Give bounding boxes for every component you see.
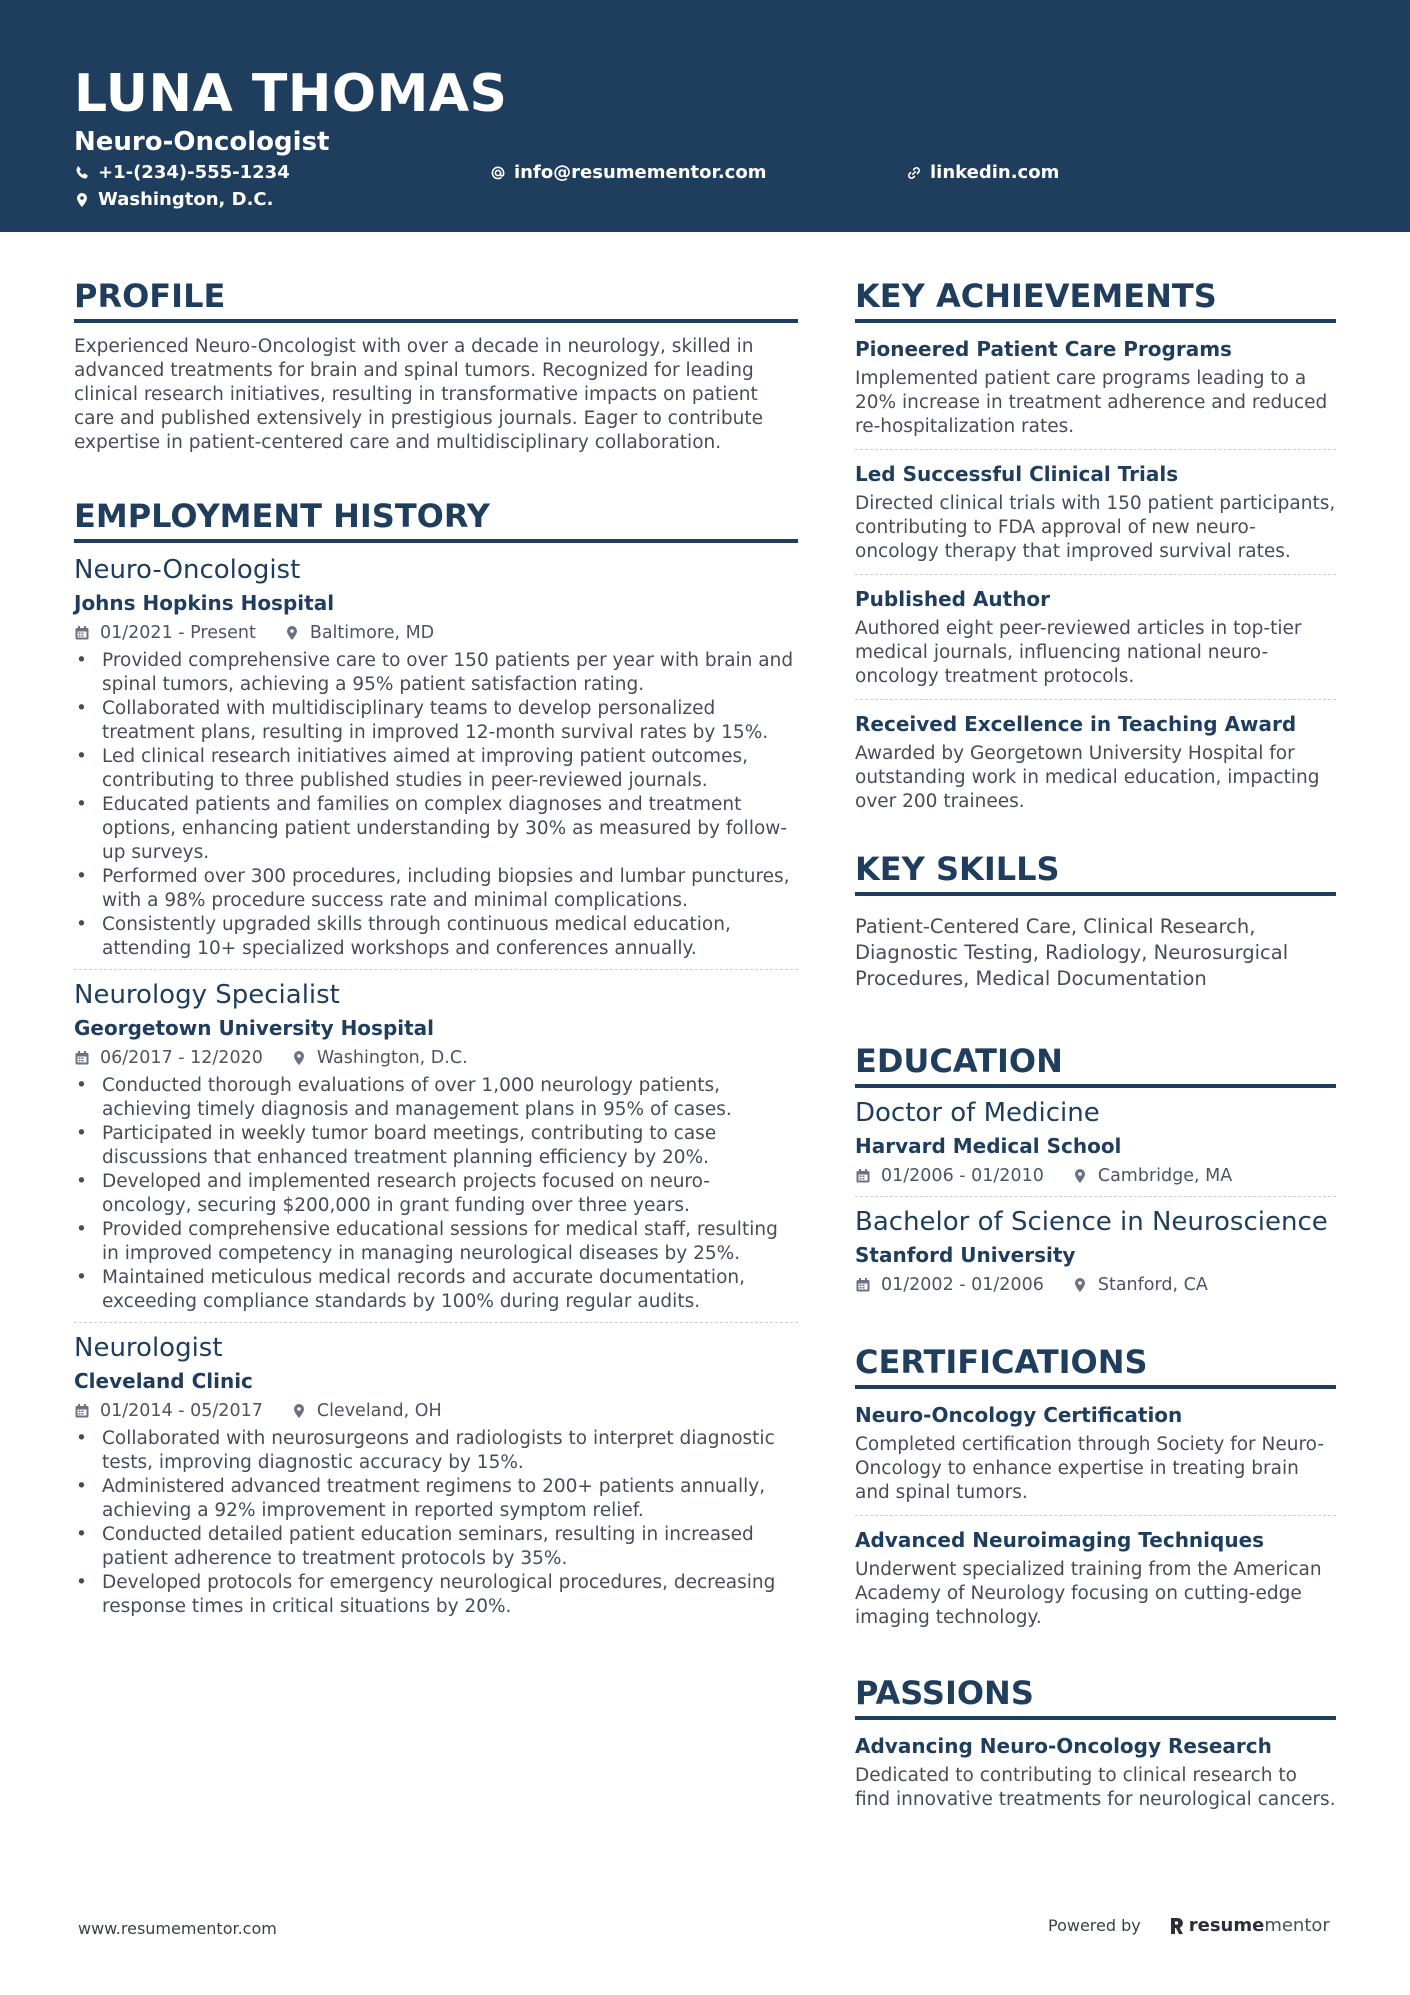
achievement-title: Pioneered Patient Care Programs: [855, 337, 1232, 361]
job-dates: [74, 621, 256, 645]
phone-icon: [74, 165, 90, 181]
education-dates: [855, 1164, 1044, 1188]
calendar-icon: [855, 1277, 871, 1293]
job-entry: [74, 978, 798, 1323]
job-bullets: [74, 1074, 798, 1314]
job-entry: [74, 1331, 798, 1619]
resumementor-logo-icon: [1169, 1916, 1185, 1936]
passions-section: [855, 1672, 1336, 1812]
candidate-name: LUNA THOMAS: [74, 64, 508, 124]
achievement-title: Led Successful Clinical Trials: [855, 462, 1179, 486]
passion-item: [855, 1732, 1336, 1812]
job-dates-text: 01/2014 - 05/2017: [100, 1401, 263, 1421]
section-title-certifications: CERTIFICATIONS: [855, 1341, 1336, 1389]
school-name: Stanford University: [855, 1243, 1076, 1267]
contact-linkedin[interactable]: [906, 161, 1059, 185]
brand-name-bold: resume: [1188, 1915, 1265, 1936]
job-location: [291, 1399, 442, 1423]
candidate-title: Neuro-Oncologist: [74, 127, 330, 157]
at-icon: [490, 165, 506, 181]
job-bullet: • Maintained meticulous medical records and accurate documentation, exceeding compliance standards by 100% during regular audits.: [74, 1266, 798, 1314]
contact-phone[interactable]: [74, 161, 290, 185]
achievement-item: [855, 700, 1336, 814]
certification-desc: Completed certification through Society for Neuro-Oncology to enhance expertise in treating brain and spinal tumors.: [855, 1434, 1325, 1503]
achievement-title: Published Author: [855, 587, 1051, 611]
location-pin-icon: [291, 1050, 307, 1066]
location-pin-icon: [1072, 1277, 1088, 1293]
location-text: Washington, D.C.: [98, 189, 274, 210]
section-title-achievements: KEY ACHIEVEMENTS: [855, 275, 1336, 323]
section-title-education: EDUCATION: [855, 1040, 1336, 1088]
certification-item: [855, 1401, 1336, 1516]
job-bullets: [74, 1427, 798, 1619]
contact-location: [74, 188, 273, 212]
job-bullet: • Provided comprehensive care to over 150 patients per year with brain and spinal tumors, achieving a 95% patient satisfaction rating.: [74, 649, 798, 697]
phone-text: +1-(234)-555-1234: [98, 162, 290, 183]
education-location-text: Cambridge, MA: [1097, 1166, 1233, 1186]
footer-website[interactable]: www.resumementor.com: [78, 1919, 277, 1938]
achievement-item: [855, 450, 1336, 575]
education-section: [855, 1040, 1336, 1297]
job-title: Neurologist: [74, 1333, 223, 1363]
job-bullet: • Developed protocols for emergency neurological procedures, decreasing response times in critical situations by 20%.: [74, 1571, 798, 1619]
powered-by-text: Powered by: [1048, 1916, 1141, 1935]
calendar-icon: [74, 625, 90, 641]
job-title: Neuro-Oncologist: [74, 555, 301, 585]
employment-section: [74, 495, 798, 1619]
degree-title: Bachelor of Science in Neuroscience: [855, 1207, 1328, 1237]
job-bullet: • Conducted thorough evaluations of over 1,000 neurology patients, achieving timely diagnosis and management plans in 95% of cases.: [74, 1074, 798, 1122]
achievements-section: [855, 275, 1336, 814]
location-pin-icon: [284, 625, 300, 641]
job-bullet: • Performed over 300 procedures, including biopsies and lumbar punctures, with a 98% procedure success rate and minimal complications.: [74, 865, 798, 913]
education-location: [1072, 1164, 1232, 1188]
school-name: Harvard Medical School: [855, 1134, 1122, 1158]
header-banner: [0, 0, 1410, 232]
education-meta: [855, 1164, 1336, 1188]
skills-text: Patient-Centered Care, Clinical Research, Diagnostic Testing, Radiology, Neurosurgical Procedures, Medical Documentation: [855, 915, 1289, 990]
job-bullet: • Developed and implemented research projects focused on neuro-oncology, securing $200,000 in grant funding over three years.: [74, 1170, 798, 1218]
job-bullet: • Educated patients and families on complex diagnoses and treatment options, enhancing patient understanding by 30% as measured by follow-up surveys.: [74, 793, 798, 865]
job-location-text: Baltimore, MD: [309, 623, 435, 643]
job-dates: [74, 1399, 263, 1423]
education-item: [855, 1096, 1336, 1197]
job-location: [291, 1046, 468, 1070]
education-dates-text: 01/2006 - 01/2010: [881, 1166, 1044, 1186]
job-bullets: [74, 649, 798, 961]
section-title-employment: EMPLOYMENT HISTORY: [74, 495, 798, 543]
job-dates-text: 06/2017 - 12/2020: [100, 1048, 263, 1068]
job-bullet: • Consistently upgraded skills through continuous medical education, attending 10+ specialized workshops and conferences annually.: [74, 913, 798, 961]
job-location-text: Cleveland, OH: [316, 1401, 442, 1421]
section-title-profile: PROFILE: [74, 275, 798, 323]
job-bullet: • Collaborated with neurosurgeons and radiologists to interpret diagnostic tests, improving diagnostic accuracy by 15%.: [74, 1427, 798, 1475]
job-location: [284, 621, 434, 645]
section-title-skills: KEY SKILLS: [855, 848, 1336, 896]
job-entry: [74, 553, 798, 970]
job-organization: Cleveland Clinic: [74, 1369, 253, 1393]
passion-title: Advancing Neuro-Oncology Research: [855, 1734, 1272, 1758]
linkedin-text: linkedin.com: [930, 162, 1060, 183]
job-bullet: • Administered advanced treatment regimens to 200+ patients annually, achieving a 92% improvement in reported symptom relief.: [74, 1475, 798, 1523]
job-meta: [74, 1399, 798, 1423]
achievement-desc: Authored eight peer-reviewed articles in top-tier medical journals, influencing national neuro-oncology treatment protocols.: [855, 618, 1302, 687]
job-organization: Johns Hopkins Hospital: [74, 591, 335, 615]
brand-logo[interactable]: [1169, 1915, 1330, 1936]
job-meta: [74, 1046, 798, 1070]
job-bullet: • Collaborated with multidisciplinary teams to develop personalized treatment plans, resulting in improved 12-month survival rates by 15%.: [74, 697, 798, 745]
achievement-desc: Awarded by Georgetown University Hospital for outstanding work in medical education, impacting over 200 trainees.: [855, 743, 1320, 812]
link-icon: [906, 165, 922, 181]
profile-section: [74, 275, 798, 455]
certification-title: Advanced Neuroimaging Techniques: [855, 1528, 1265, 1552]
degree-title: Doctor of Medicine: [855, 1098, 1100, 1128]
certification-title: Neuro-Oncology Certification: [855, 1403, 1183, 1427]
footer-powered-by: [1048, 1915, 1330, 1936]
location-pin-icon: [74, 192, 90, 208]
education-item: [855, 1197, 1336, 1297]
job-bullet: • Led clinical research initiatives aimed at improving patient outcomes, contributing to three published studies in peer-reviewed journals.: [74, 745, 798, 793]
job-bullet: • Participated in weekly tumor board meetings, contributing to case discussions that enhanced treatment planning efficiency by 20%.: [74, 1122, 798, 1170]
calendar-icon: [74, 1050, 90, 1066]
achievement-item: [855, 335, 1336, 450]
job-location-text: Washington, D.C.: [316, 1048, 468, 1068]
profile-text: Experienced Neuro-Oncologist with over a decade in neurology, skilled in advanced treatments for brain and spinal tumors. Recognized for leading clinical research initiatives, resulting in transformative impacts on patient care and published extensively in prestigious journals. Eager to contribute expertise in patient-centered care and multidisciplinary collaboration.: [74, 336, 763, 453]
job-bullet: • Provided comprehensive educational sessions for medical staff, resulting in improved competency in managing neurological diseases by 25%.: [74, 1218, 798, 1266]
achievement-item: [855, 575, 1336, 700]
section-title-passions: PASSIONS: [855, 1672, 1336, 1720]
achievement-title: Received Excellence in Teaching Award: [855, 712, 1297, 736]
contact-email[interactable]: [490, 161, 766, 185]
education-dates: [855, 1273, 1044, 1297]
job-title: Neurology Specialist: [74, 980, 340, 1010]
job-dates: [74, 1046, 263, 1070]
job-bullet: • Conducted detailed patient education seminars, resulting in increased patient adherence to treatment protocols by 35%.: [74, 1523, 798, 1571]
achievement-desc: Implemented patient care programs leading to a 20% increase in treatment adherence and reduced re-hospitalization rates.: [855, 368, 1328, 437]
certifications-section: [855, 1341, 1336, 1630]
right-column: [855, 275, 1336, 1812]
education-location: [1072, 1273, 1208, 1297]
achievement-desc: Directed clinical trials with 150 patient participants, contributing to FDA approval of new neuro-oncology therapy that improved survival rates.: [855, 493, 1336, 562]
education-dates-text: 01/2002 - 01/2006: [881, 1275, 1044, 1295]
job-organization: Georgetown University Hospital: [74, 1016, 435, 1040]
education-meta: [855, 1273, 1336, 1297]
certification-desc: Underwent specialized training from the American Academy of Neurology focusing on cutting-edge imaging technology.: [855, 1559, 1322, 1628]
passion-desc: Dedicated to contributing to clinical research to find innovative treatments for neurological cancers.: [855, 1765, 1336, 1810]
email-text: info@resumementor.com: [514, 162, 767, 183]
calendar-icon: [855, 1168, 871, 1184]
calendar-icon: [74, 1403, 90, 1419]
left-column: [74, 275, 798, 1619]
location-pin-icon: [1072, 1168, 1088, 1184]
job-meta: [74, 621, 798, 645]
education-location-text: Stanford, CA: [1097, 1275, 1208, 1295]
skills-section: [855, 848, 1336, 992]
location-pin-icon: [291, 1403, 307, 1419]
job-dates-text: 01/2021 - Present: [100, 623, 256, 643]
brand-name-light: mentor: [1264, 1915, 1330, 1936]
certification-item: [855, 1516, 1336, 1630]
